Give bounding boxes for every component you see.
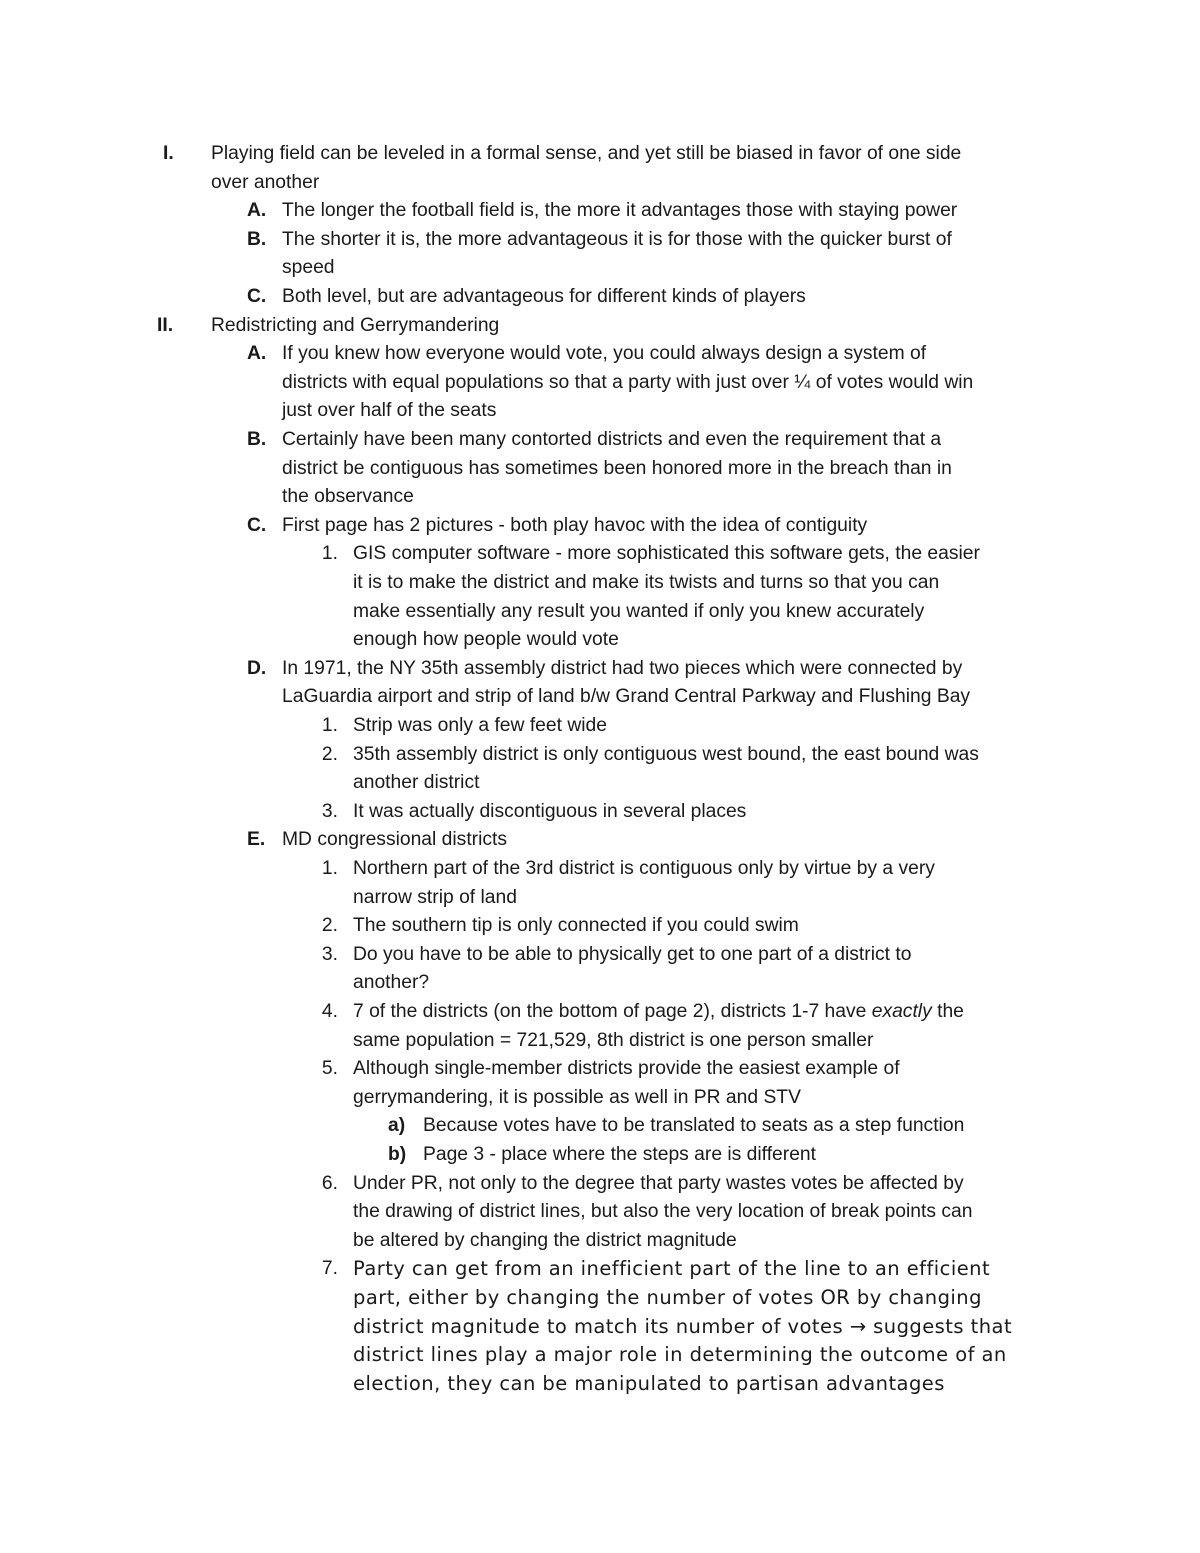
item-text-line: gerrymandering, it is possible as well in PR and STV bbox=[353, 1086, 801, 1108]
number-marker: 4. bbox=[321, 1001, 338, 1022]
number-marker: 1. bbox=[321, 858, 338, 879]
item-text-line bbox=[353, 998, 964, 1027]
letter-marker: A. bbox=[247, 200, 267, 222]
item-text-line: district magnitude to match its number of votes → suggests that bbox=[353, 1314, 1013, 1338]
item-text-line: First page has 2 pictures - both play havoc with the idea of contiguity bbox=[282, 514, 868, 536]
item-text-line: Northern part of the 3rd district is contiguous only by virtue by a very bbox=[353, 858, 935, 879]
sub-letter-marker: b) bbox=[388, 1144, 407, 1165]
item-text-line: just over half of the seats bbox=[282, 400, 497, 422]
number-marker: 7. bbox=[321, 1258, 338, 1280]
item-text-line: districts with equal populations so that a party with just over ¼ of votes would win bbox=[282, 371, 974, 393]
item-text-line: speed bbox=[282, 257, 335, 279]
item-text-line: narrow strip of land bbox=[353, 886, 517, 908]
letter-marker: C. bbox=[247, 514, 267, 536]
item-text-line: The southern tip is only connected if you could swim bbox=[353, 915, 799, 937]
item-text-line: the observance bbox=[282, 486, 414, 508]
item-text-segment: the bbox=[931, 1001, 964, 1022]
item-text-line: district lines play a major role in determining the outcome of an bbox=[353, 1343, 1007, 1367]
item-text-line: LaGuardia airport and strip of land b/w Grand Central Parkway and Flushing Bay bbox=[282, 686, 971, 708]
item-text-line: enough how people would vote bbox=[353, 629, 619, 651]
item-text-line: The longer the football field is, the more it advantages those with staying power bbox=[282, 200, 958, 222]
item-text-line: Because votes have to be translated to seats as a step function bbox=[423, 1115, 965, 1137]
item-text-line: Party can get from an inefficient part of the line to an efficient bbox=[353, 1257, 991, 1281]
number-marker: 6. bbox=[321, 1172, 338, 1194]
item-text-line: part, either by changing the number of votes OR by changing bbox=[353, 1286, 982, 1309]
number-marker: 1. bbox=[321, 715, 338, 736]
item-text-line: Both level, but are advantageous for different kinds of players bbox=[282, 286, 806, 307]
number-marker: 1. bbox=[321, 543, 338, 565]
letter-marker: C. bbox=[247, 286, 267, 307]
letter-marker: B. bbox=[247, 228, 267, 250]
item-text-line: Strip was only a few feet wide bbox=[353, 715, 607, 736]
sub-letter-marker: a) bbox=[388, 1115, 406, 1137]
letter-marker: E. bbox=[247, 829, 266, 851]
item-text-line: same population = 721,529, 8th district is one person smaller bbox=[353, 1029, 874, 1051]
roman-marker: II. bbox=[157, 314, 174, 336]
item-text-line: be altered by changing the district magnitude bbox=[353, 1229, 737, 1251]
number-marker: 5. bbox=[321, 1058, 338, 1080]
item-text-line: In 1971, the NY 35th assembly district had two pieces which were connected by bbox=[282, 657, 963, 679]
letter-marker: D. bbox=[247, 657, 267, 679]
item-text-line: district be contiguous has sometimes been honored more in the breach than in bbox=[282, 457, 952, 479]
item-text-line: The shorter it is, the more advantageous it is for those with the quicker burst of bbox=[282, 228, 952, 250]
item-text-line: Do you have to be able to physically get to one part of a district to bbox=[353, 943, 912, 965]
item-text-line: election, they can be manipulated to partisan advantages bbox=[353, 1371, 945, 1395]
roman-marker: I. bbox=[163, 143, 174, 164]
item-text-line: If you knew how everyone would vote, you could always design a system of bbox=[282, 343, 927, 365]
item-text-line: the drawing of district lines, but also the very location of break points can bbox=[353, 1201, 973, 1223]
item-text-line: It was actually discontiguous in several places bbox=[353, 800, 747, 822]
item-text-line: Playing field can be leveled in a formal sense, and yet still be biased in favor of one side bbox=[211, 143, 962, 164]
item-text-line: GIS computer software - more sophisticated this software gets, the easier bbox=[353, 543, 980, 565]
number-marker: 3. bbox=[321, 943, 338, 965]
item-text-line: it is to make the district and make its twists and turns so that you can bbox=[353, 572, 940, 593]
number-marker: 2. bbox=[321, 915, 338, 937]
letter-marker: B. bbox=[247, 429, 267, 450]
item-text-line: Redistricting and Gerrymandering bbox=[211, 314, 500, 336]
item-text-line: Under PR, not only to the degree that party wastes votes be affected by bbox=[353, 1172, 964, 1194]
emphasis-text: exactly bbox=[871, 1001, 932, 1022]
item-text-line: another? bbox=[353, 972, 430, 994]
item-text-segment: 7 of the districts (on the bottom of page 2), districts 1-7 have bbox=[353, 1001, 872, 1022]
item-text-line: make essentially any result you wanted if only you knew accurately bbox=[353, 600, 925, 622]
letter-marker: A. bbox=[247, 343, 267, 365]
item-text-line: over another bbox=[211, 171, 320, 193]
item-text-line: 35th assembly district is only contiguous west bound, the east bound was bbox=[353, 743, 979, 765]
number-marker: 3. bbox=[321, 800, 338, 822]
item-text-line: Although single-member districts provide the easiest example of bbox=[353, 1058, 900, 1080]
item-text-line: Certainly have been many contorted districts and even the requirement that a bbox=[282, 429, 942, 450]
number-marker: 2. bbox=[321, 743, 338, 765]
item-text-line: MD congressional districts bbox=[282, 829, 508, 851]
item-text-line: another district bbox=[353, 772, 480, 794]
item-text-line: Page 3 - place where the steps are is different bbox=[423, 1144, 816, 1165]
